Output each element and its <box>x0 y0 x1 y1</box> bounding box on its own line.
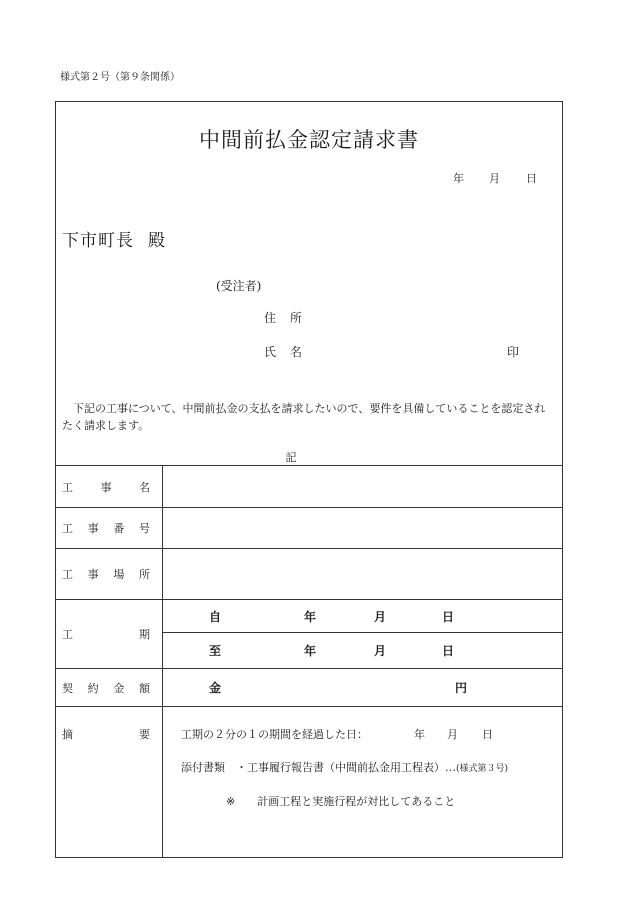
table-row <box>56 508 563 549</box>
request-form-sheet <box>55 101 563 858</box>
amount-unit: 円 <box>455 681 468 695</box>
details-table <box>55 465 563 858</box>
remarks-half-period: 工期の２分の１の期間を経過した日： 年 月 日 <box>181 728 493 741</box>
table-row <box>56 549 563 600</box>
contract-amount-field[interactable] <box>163 669 563 707</box>
work-name-label: 工 事 名 <box>56 466 163 508</box>
request-statement: 下記の工事について、中間前払金の支払を請求したいので、要件を具備していることを認定されたく請求します。 <box>62 402 546 432</box>
table-row <box>56 707 563 858</box>
address-label: 住 所 <box>264 311 303 325</box>
ki-heading: 記 <box>285 451 297 464</box>
work-number-label: 工 事 番 号 <box>56 508 163 549</box>
table-row <box>56 600 563 633</box>
date-day-label: 日 <box>526 172 537 185</box>
work-number-field[interactable] <box>163 508 563 549</box>
remarks-field <box>163 707 563 858</box>
remarks-note: ※ 計画工程と実施行程が対比してあること <box>226 795 456 808</box>
remarks-label: 摘 要 <box>56 707 163 858</box>
table-row <box>56 669 563 707</box>
recipient-name: 下市町長 <box>62 231 134 251</box>
contract-amount-label: 契 約 金 額 <box>56 669 163 707</box>
name-label: 氏 名 <box>264 345 303 359</box>
document-title: 中間前払金認定請求書 <box>199 128 419 152</box>
seal-label: 印 <box>507 345 520 359</box>
remarks-attachments: 添付書類 ・工事履行報告書（中間前払金用工程表）…(様式第３号) <box>181 761 509 774</box>
table-row <box>56 466 563 508</box>
date-month-label: 月 <box>489 172 500 185</box>
period-to-label: 至 <box>209 644 222 658</box>
applicant-role: (受注者) <box>216 279 262 293</box>
date-year-label: 年 <box>453 172 464 185</box>
note-mark-icon: ※ <box>226 795 236 808</box>
recipient-honorific: 殿 <box>148 231 166 251</box>
work-location-field[interactable] <box>163 549 563 600</box>
recipient <box>62 226 166 251</box>
amount-prefix: 金 <box>209 681 222 695</box>
work-location-label: 工 事 場 所 <box>56 549 163 600</box>
construction-period-label: 工 期 <box>56 600 163 669</box>
period-from-label: 自 <box>209 609 222 624</box>
period-to-field[interactable]: 至 年 月 日 <box>163 633 563 669</box>
work-name-field[interactable] <box>163 466 563 508</box>
period-from-field[interactable]: 自 年 月 日 <box>163 600 563 633</box>
form-number: 様式第２号（第９条関係） <box>60 72 180 83</box>
